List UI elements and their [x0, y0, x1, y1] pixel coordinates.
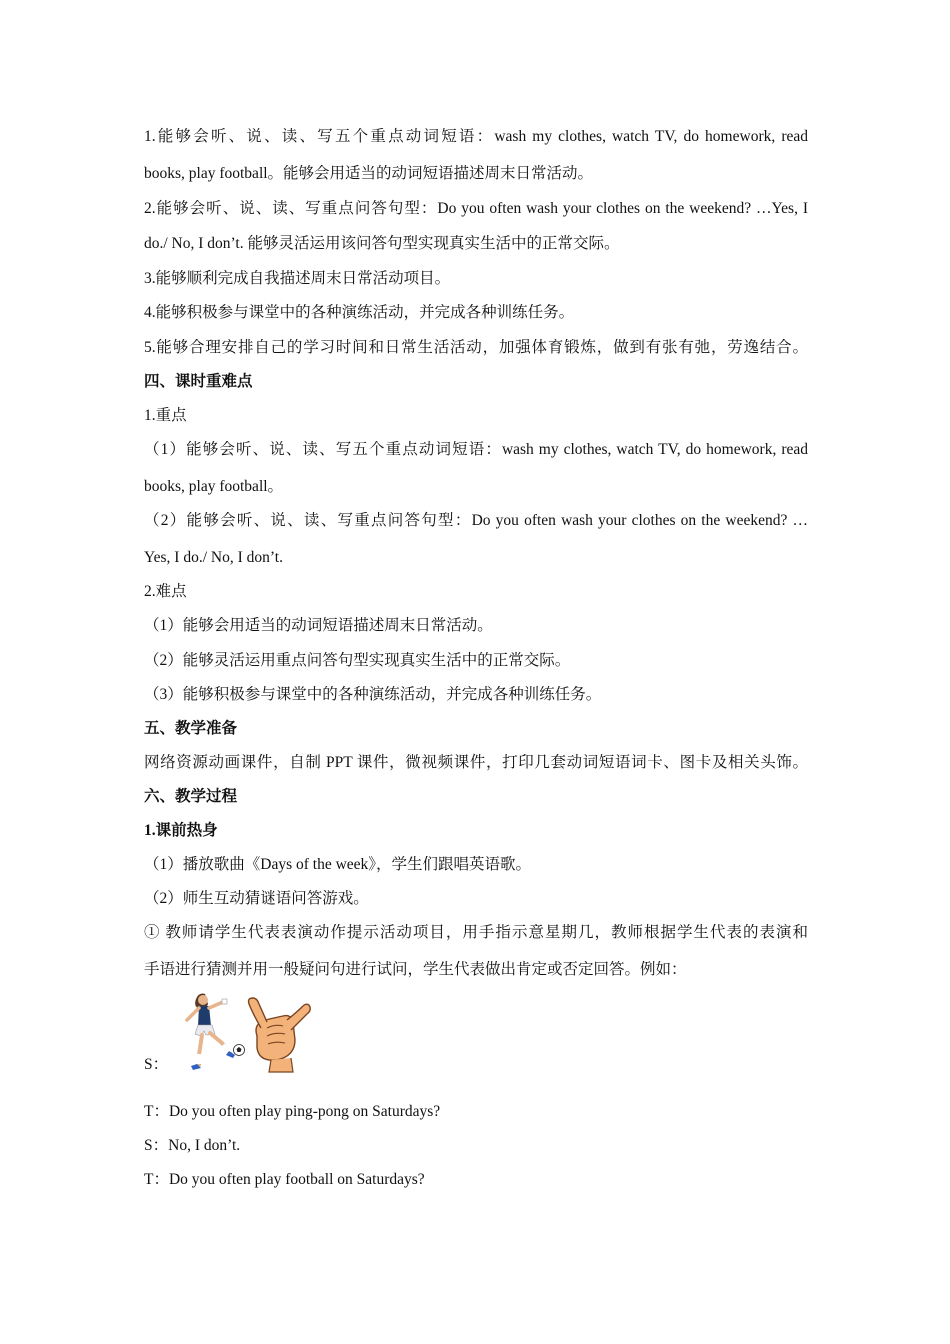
difficult-point-line: （2）能够灵活运用重点问答句型实现真实生活中的正常交际。: [144, 652, 571, 669]
section-heading: 六、教学过程: [144, 788, 238, 805]
process-line: ① 教师请学生代表表演动作提示活动项目，用手指示意星期几，教师根据学生代表的表演和: [144, 924, 808, 941]
objective-line: 2.能够会听、说、读、写重点问答句型：Do you often wash your clothes on the weekend? …Yes, I: [144, 200, 808, 217]
objective-line: 3.能够顺利完成自我描述周末日常活动项目。: [144, 270, 451, 287]
dialogue-line: T：Do you often play ping-pong on Saturdays?: [144, 1103, 441, 1120]
key-point-line: Yes, I do./ No, I don’t.: [144, 549, 283, 566]
dialogue-line: S：No, I don’t.: [144, 1137, 241, 1154]
section-heading: 五、教学准备: [144, 720, 238, 737]
dialogue-line: S：: [144, 1056, 169, 1073]
key-point-line: books, play football。: [144, 478, 284, 495]
objective-line: 4.能够积极参与课堂中的各种演练活动，并完成各种训练任务。: [144, 304, 575, 321]
objective-line: books, play football。能够会用适当的动词短语描述周末日常活动。: [144, 165, 594, 182]
section-heading: 四、课时重难点: [144, 373, 253, 390]
subheading: 1.重点: [144, 407, 187, 424]
dialogue-line: T：Do you often play football on Saturdays?: [144, 1171, 425, 1188]
subheading: 1.课前热身: [144, 822, 218, 839]
difficult-point-line: （3）能够积极参与课堂中的各种演练活动，并完成各种训练任务。: [144, 686, 602, 703]
preparation-text: 网络资源动画课件，自制 PPT 课件，微视频课件，打印几套动词短语词卡、图卡及相关头饰。: [144, 754, 808, 771]
process-line: （1）播放歌曲《Days of the week》，学生们跟唱英语歌。: [144, 856, 532, 873]
subheading: 2.难点: [144, 583, 187, 600]
difficult-point-line: （1）能够会用适当的动词短语描述周末日常活动。: [144, 617, 493, 634]
process-line: 手语进行猜测并用一般疑问句进行试问，学生代表做出肯定或否定回答。例如：: [144, 961, 687, 978]
objective-line: 1.能够会听、说、读、写五个重点动词短语：wash my clothes, watch TV, do homework, read: [144, 128, 808, 145]
objective-line: do./ No, I don’t. 能够灵活运用该问答句型实现真实生活中的正常交际。: [144, 235, 620, 252]
process-line: （2）师生互动猜谜语问答游戏。: [144, 890, 369, 907]
key-point-line: （1）能够会听、说、读、写五个重点动词短语：wash my clothes, watch TV, do homework, read: [144, 441, 808, 458]
objective-line: 5.能够合理安排自己的学习时间和日常生活活动，加强体育锻炼，做到有张有弛，劳逸结合。: [144, 339, 808, 356]
key-point-line: （2）能够会听、说、读、写重点问答句型：Do you often wash your clothes on the weekend? …: [144, 512, 808, 529]
